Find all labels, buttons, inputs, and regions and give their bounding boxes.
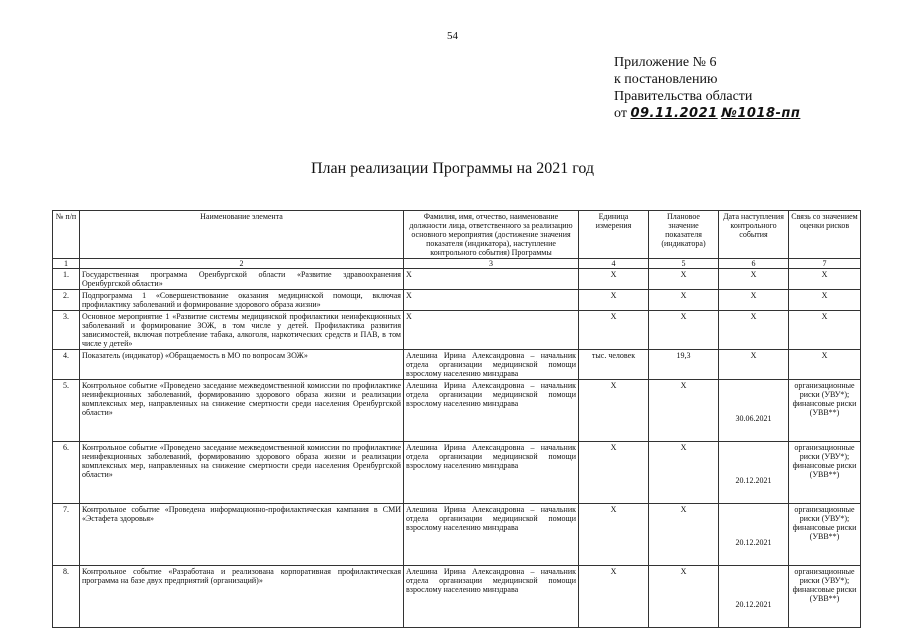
column-number: 6 <box>719 259 789 269</box>
column-number: 4 <box>579 259 649 269</box>
element-name: Показатель (индикатор) «Обращаемость в МО по вопросам ЗОЖ» <box>80 350 404 380</box>
table-header-row <box>53 211 861 259</box>
event-date: 20.12.2021 <box>719 442 789 504</box>
element-name: Контрольное событие «Разработана и реализована корпоративная профилактическая программа на базе двух предприятий (организаций)» <box>80 566 404 628</box>
header-cell-num: № п/п <box>53 211 80 259</box>
appendix-block <box>614 54 800 122</box>
table-row <box>53 380 861 442</box>
header-cell-risks: Связь со значением оценки рисков <box>789 211 861 259</box>
risk-link: организационные риски (УВУ*); финансовые риски (УВВ**) <box>789 566 861 628</box>
risk-link: организационные риски (УВУ*); финансовые риски (УВВ**) <box>789 504 861 566</box>
row-number: 8. <box>53 566 80 628</box>
plan-table <box>52 210 861 628</box>
table-row <box>53 269 861 290</box>
column-number: 1 <box>53 259 80 269</box>
row-number: 1. <box>53 269 80 290</box>
column-number: 3 <box>404 259 579 269</box>
appendix-line-3: Правительства области <box>614 89 753 104</box>
row-number: 6. <box>53 442 80 504</box>
column-number: 5 <box>649 259 719 269</box>
table-row <box>53 290 861 311</box>
row-number: 2. <box>53 290 80 311</box>
risk-link: X <box>789 350 861 380</box>
column-number: 2 <box>80 259 404 269</box>
row-number: 4. <box>53 350 80 380</box>
appendix-date: 09.11.2021 <box>630 106 718 121</box>
unit: тыс. человек <box>579 350 649 380</box>
planned-value: X <box>649 269 719 290</box>
responsible-person: Алешина Ирина Александровна – начальник отдела организации медицинской помощи взрослому населению минздрава <box>404 350 579 380</box>
element-name: Государственная программа Оренбургской области «Развитие здравоохранения Оренбургской области» <box>80 269 404 290</box>
element-name: Контрольное событие «Проведена информационно-профилактическая кампания в СМИ «Эстафета здоровья» <box>80 504 404 566</box>
element-name: Контрольное событие «Проведено заседание межведомственной комиссии по профилактике неинфекционных заболеваний, формированию здорового образа жизни и реализации комплексных мер, направленных на снижение смертности среди населения Оренбургской области» <box>80 380 404 442</box>
column-number-row <box>53 259 861 269</box>
planned-value: X <box>649 380 719 442</box>
table-row <box>53 350 861 380</box>
planned-value: X <box>649 290 719 311</box>
event-date: 20.12.2021 <box>719 504 789 566</box>
header-cell-element: Наименование элемента <box>80 211 404 259</box>
responsible-person: Алешина Ирина Александровна – начальник отдела организации медицинской помощи взрослому населению минздрава <box>404 504 579 566</box>
responsible-person: Алешина Ирина Александровна – начальник отдела организации медицинской помощи взрослому населению минздрава <box>404 566 579 628</box>
appendix-line-4 <box>614 105 800 122</box>
column-number: 7 <box>789 259 861 269</box>
risk-link: организационные риски (УВУ*); финансовые риски (УВВ**) <box>789 442 861 504</box>
planned-value: X <box>649 566 719 628</box>
appendix-line-2: к постановлению <box>614 72 718 87</box>
table-row <box>53 442 861 504</box>
table-row <box>53 311 861 350</box>
responsible-person: X <box>404 269 579 290</box>
event-date: X <box>719 269 789 290</box>
page-number: 54 <box>447 30 458 42</box>
table-row <box>53 504 861 566</box>
unit: X <box>579 269 649 290</box>
risk-link: X <box>789 290 861 311</box>
event-date: X <box>719 290 789 311</box>
unit: X <box>579 566 649 628</box>
appendix-line-1: Приложение № 6 <box>614 55 717 70</box>
unit: X <box>579 290 649 311</box>
planned-value: 19,3 <box>649 350 719 380</box>
event-date: 30.06.2021 <box>719 380 789 442</box>
planned-value: X <box>649 442 719 504</box>
element-name: Основное мероприятие 1 «Развитие системы медицинской профилактики неинфекционных заболеваний и формирование ЗОЖ, в том числе у детей. Профилактика развития зависимостей, включая потребление табака, алкоголя, наркотических средств и ПАВ, в том числе у детей» <box>80 311 404 350</box>
event-date: 20.12.2021 <box>719 566 789 628</box>
page-title: План реализации Программы на 2021 год <box>310 160 595 177</box>
unit: X <box>579 311 649 350</box>
planned-value: X <box>649 504 719 566</box>
risk-link: X <box>789 269 861 290</box>
header-cell-unit: Единица измерения <box>579 211 649 259</box>
event-date: X <box>719 311 789 350</box>
risk-link: X <box>789 311 861 350</box>
appendix-prefix: от <box>614 106 627 121</box>
header-cell-responsible: Фамилия, имя, отчество, наименование должности лица, ответственного за реализацию основного мероприятия (достижение значения показателя (индикатора), наступление контрольного события) Программы <box>404 211 579 259</box>
header-cell-event-date: Дата наступления контрольного события <box>719 211 789 259</box>
unit: X <box>579 442 649 504</box>
row-number: 7. <box>53 504 80 566</box>
event-date: X <box>719 350 789 380</box>
table-row <box>53 566 861 628</box>
responsible-person: X <box>404 311 579 350</box>
element-name: Подпрограмма 1 «Совершенствование оказания медицинской помощи, включая профилактику заболеваний и формирование здорового образа жизни» <box>80 290 404 311</box>
planned-value: X <box>649 311 719 350</box>
responsible-person: Алешина Ирина Александровна – начальник отдела организации медицинской помощи взрослому населению минздрава <box>404 380 579 442</box>
responsible-person: Алешина Ирина Александровна – начальник отдела организации медицинской помощи взрослому населению минздрава <box>404 442 579 504</box>
row-number: 3. <box>53 311 80 350</box>
risk-link: организационные риски (УВУ*); финансовые риски (УВВ**) <box>789 380 861 442</box>
unit: X <box>579 380 649 442</box>
responsible-person: X <box>404 290 579 311</box>
row-number: 5. <box>53 380 80 442</box>
header-cell-planned-value: Плановое значение показателя (индикатора) <box>649 211 719 259</box>
unit: X <box>579 504 649 566</box>
element-name: Контрольное событие «Проведено заседание межведомственной комиссии по профилактике неинфекционных заболеваний, формированию здорового образа жизни и реализации комплексных мер, направленных на снижение смертности среди населения Оренбургской области» <box>80 442 404 504</box>
appendix-number: №1018-пп <box>721 106 801 121</box>
